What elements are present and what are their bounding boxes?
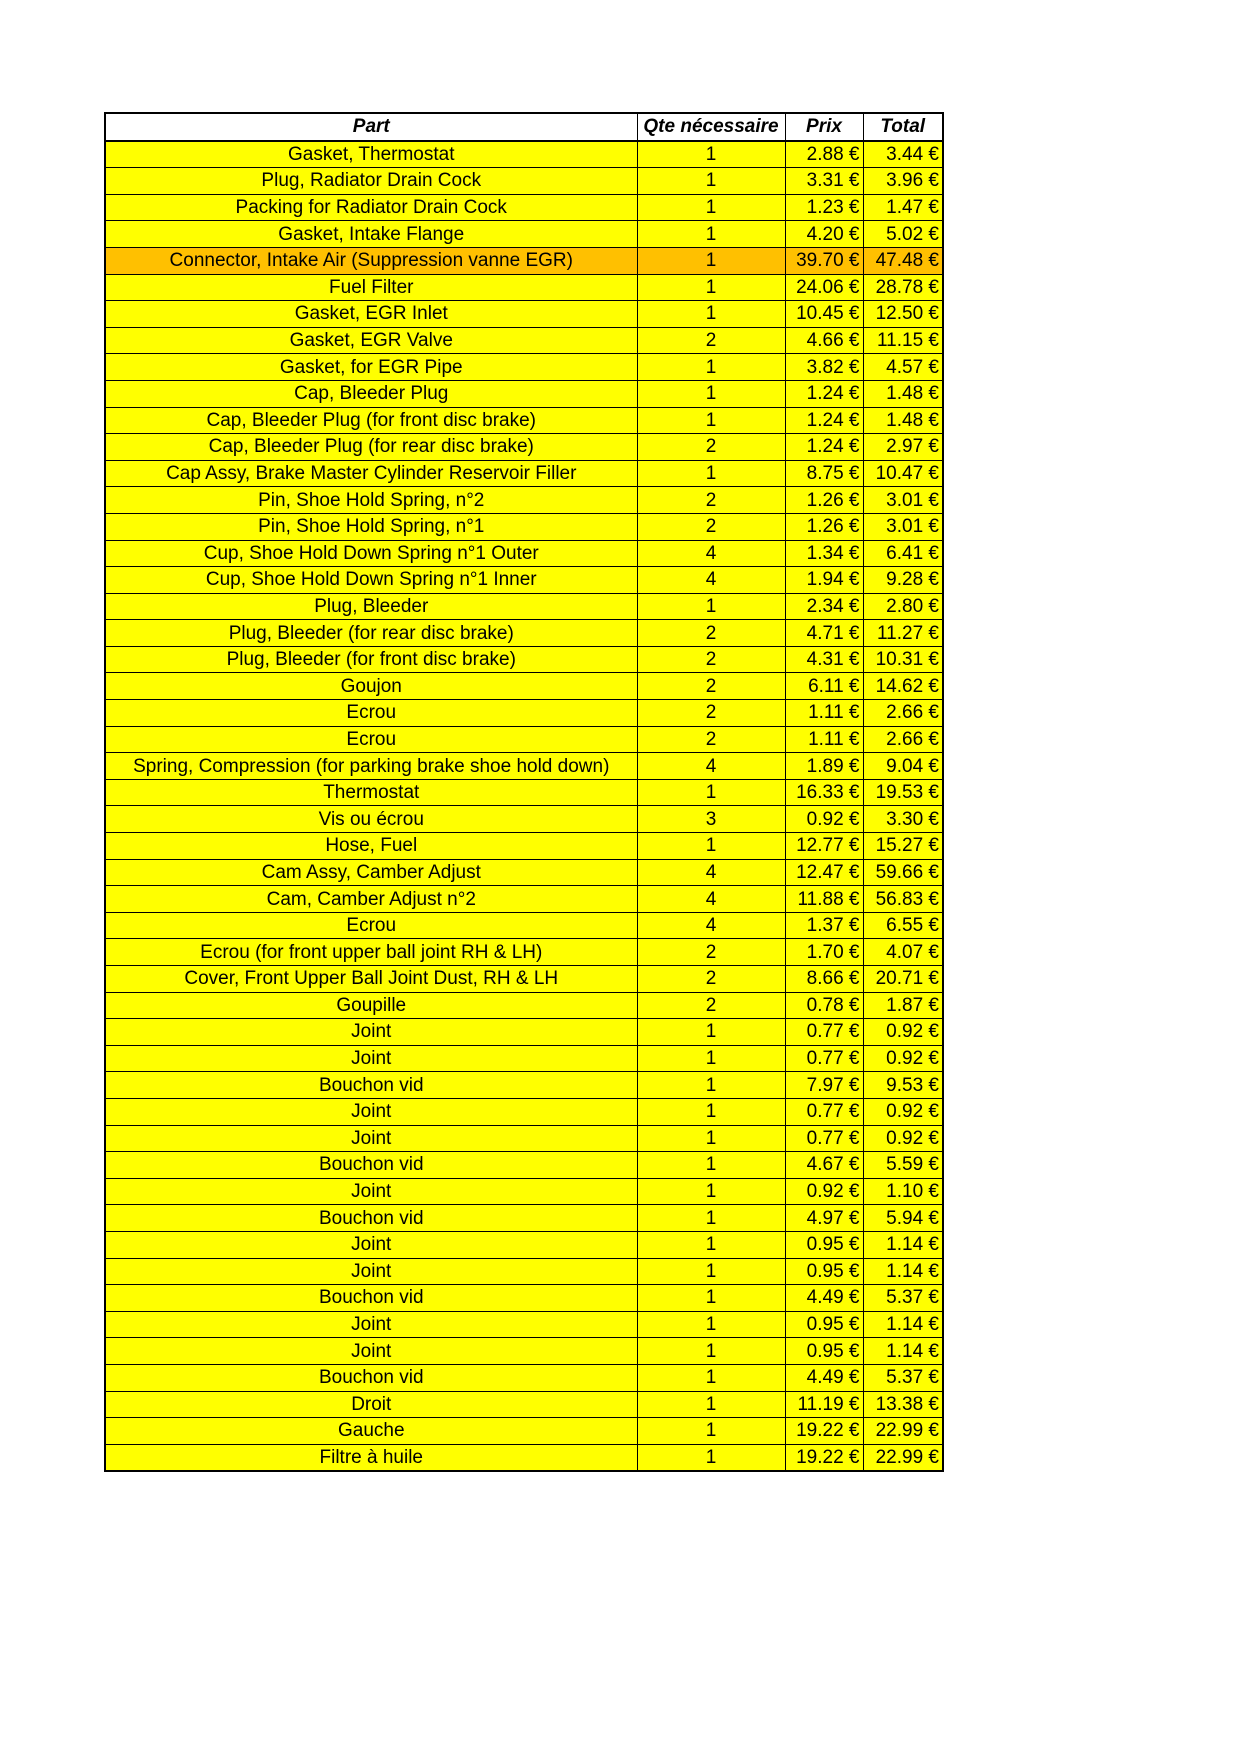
part-cell: Pin, Shoe Hold Spring, n°1 [105,513,637,540]
total-cell: 59.66 € [863,859,943,886]
table-row [105,194,943,221]
qty-cell: 1 [637,1152,785,1179]
table-row [105,327,943,354]
table-row [105,593,943,620]
table-row [105,1444,943,1471]
total-cell: 1.87 € [863,992,943,1019]
table-row [105,141,943,168]
part-cell: Hose, Fuel [105,833,637,860]
price-cell: 4.49 € [785,1285,863,1312]
price-cell: 0.95 € [785,1338,863,1365]
table-row [105,1231,943,1258]
part-cell: Gauche [105,1418,637,1445]
price-cell: 0.92 € [785,806,863,833]
table-row [105,1045,943,1072]
qty-cell: 1 [637,247,785,274]
price-cell: 24.06 € [785,274,863,301]
price-cell: 1.89 € [785,753,863,780]
part-cell: Joint [105,1338,637,1365]
table-row [105,726,943,753]
table-row [105,806,943,833]
qty-cell: 2 [637,434,785,461]
qty-cell: 1 [637,1045,785,1072]
header-row [105,113,943,141]
price-cell: 1.26 € [785,513,863,540]
table-row [105,1205,943,1232]
table-row [105,833,943,860]
table-row [105,380,943,407]
total-cell: 3.01 € [863,513,943,540]
part-cell: Cap, Bleeder Plug (for front disc brake) [105,407,637,434]
qty-cell: 1 [637,1285,785,1312]
part-cell: Plug, Bleeder (for front disc brake) [105,646,637,673]
table-row [105,1072,943,1099]
part-cell: Gasket, Thermostat [105,141,637,168]
price-cell: 1.24 € [785,407,863,434]
table-row [105,912,943,939]
qty-cell: 2 [637,327,785,354]
part-cell: Ecrou [105,726,637,753]
price-cell: 1.26 € [785,487,863,514]
part-cell: Droit [105,1391,637,1418]
table-row [105,567,943,594]
table-row [105,487,943,514]
total-cell: 5.02 € [863,221,943,248]
qty-cell: 1 [637,1311,785,1338]
qty-cell: 2 [637,726,785,753]
total-cell: 6.41 € [863,540,943,567]
price-cell: 12.47 € [785,859,863,886]
total-cell: 11.27 € [863,620,943,647]
qty-cell: 3 [637,806,785,833]
table-row [105,939,943,966]
qty-cell: 1 [637,1231,785,1258]
price-cell: 1.24 € [785,380,863,407]
price-cell: 0.92 € [785,1178,863,1205]
total-cell: 1.14 € [863,1338,943,1365]
table-row [105,1311,943,1338]
qty-cell: 4 [637,567,785,594]
total-cell: 5.59 € [863,1152,943,1179]
qty-cell: 1 [637,407,785,434]
price-cell: 39.70 € [785,247,863,274]
total-cell: 12.50 € [863,301,943,328]
price-cell: 0.77 € [785,1019,863,1046]
price-cell: 1.70 € [785,939,863,966]
qty-cell: 1 [637,1072,785,1099]
total-cell: 1.47 € [863,194,943,221]
qty-cell: 1 [637,1019,785,1046]
table-row [105,1391,943,1418]
qty-cell: 1 [637,380,785,407]
qty-cell: 2 [637,646,785,673]
table-row [105,753,943,780]
total-cell: 11.15 € [863,327,943,354]
part-cell: Gasket, EGR Valve [105,327,637,354]
part-cell: Ecrou (for front upper ball joint RH & LH) [105,939,637,966]
part-cell: Gasket, for EGR Pipe [105,354,637,381]
price-cell: 1.94 € [785,567,863,594]
part-cell: Joint [105,1258,637,1285]
price-cell: 0.77 € [785,1125,863,1152]
qty-cell: 2 [637,966,785,993]
qty-cell: 1 [637,141,785,168]
header-qty: Qte nécessaire [637,113,785,141]
part-cell: Joint [105,1231,637,1258]
table-row [105,1152,943,1179]
table-row [105,1098,943,1125]
parts-table [104,112,944,1472]
qty-cell: 1 [637,1098,785,1125]
part-cell: Bouchon vid [105,1364,637,1391]
qty-cell: 4 [637,753,785,780]
total-cell: 10.47 € [863,460,943,487]
part-cell: Thermostat [105,779,637,806]
qty-cell: 1 [637,301,785,328]
total-cell: 6.55 € [863,912,943,939]
price-cell: 0.77 € [785,1045,863,1072]
part-cell: Ecrou [105,912,637,939]
price-cell: 2.34 € [785,593,863,620]
total-cell: 47.48 € [863,247,943,274]
total-cell: 28.78 € [863,274,943,301]
part-cell: Gasket, EGR Inlet [105,301,637,328]
header-part: Part [105,113,637,141]
part-cell: Goupille [105,992,637,1019]
qty-cell: 1 [637,221,785,248]
total-cell: 3.96 € [863,168,943,195]
qty-cell: 2 [637,700,785,727]
price-cell: 4.31 € [785,646,863,673]
table-row [105,301,943,328]
qty-cell: 1 [637,593,785,620]
price-cell: 10.45 € [785,301,863,328]
table-row [105,354,943,381]
price-cell: 1.37 € [785,912,863,939]
total-cell: 19.53 € [863,779,943,806]
total-cell: 9.53 € [863,1072,943,1099]
price-cell: 2.88 € [785,141,863,168]
total-cell: 4.57 € [863,354,943,381]
table-row [105,513,943,540]
total-cell: 1.14 € [863,1258,943,1285]
total-cell: 56.83 € [863,886,943,913]
table-row [105,700,943,727]
total-cell: 22.99 € [863,1418,943,1445]
header-total: Total [863,113,943,141]
table-row [105,247,943,274]
part-cell: Bouchon vid [105,1152,637,1179]
part-cell: Cup, Shoe Hold Down Spring n°1 Outer [105,540,637,567]
qty-cell: 1 [637,1178,785,1205]
total-cell: 0.92 € [863,1125,943,1152]
qty-cell: 1 [637,1125,785,1152]
total-cell: 1.10 € [863,1178,943,1205]
qty-cell: 2 [637,939,785,966]
part-cell: Joint [105,1311,637,1338]
qty-cell: 2 [637,673,785,700]
price-cell: 11.88 € [785,886,863,913]
qty-cell: 4 [637,540,785,567]
price-cell: 4.71 € [785,620,863,647]
table-row [105,407,943,434]
price-cell: 3.82 € [785,354,863,381]
price-cell: 4.66 € [785,327,863,354]
total-cell: 3.44 € [863,141,943,168]
total-cell: 3.30 € [863,806,943,833]
total-cell: 5.37 € [863,1364,943,1391]
qty-cell: 1 [637,168,785,195]
part-cell: Gasket, Intake Flange [105,221,637,248]
qty-cell: 1 [637,1418,785,1445]
price-cell: 4.20 € [785,221,863,248]
table-row [105,221,943,248]
table-row [105,966,943,993]
price-cell: 1.11 € [785,726,863,753]
qty-cell: 1 [637,1258,785,1285]
price-cell: 19.22 € [785,1444,863,1471]
part-cell: Filtre à huile [105,1444,637,1471]
qty-cell: 1 [637,1444,785,1471]
part-cell: Joint [105,1019,637,1046]
table-row [105,779,943,806]
qty-cell: 1 [637,1338,785,1365]
price-cell: 19.22 € [785,1418,863,1445]
table-row [105,274,943,301]
qty-cell: 1 [637,1364,785,1391]
part-cell: Ecrou [105,700,637,727]
price-cell: 1.11 € [785,700,863,727]
qty-cell: 1 [637,833,785,860]
table-body [105,141,943,1472]
qty-cell: 2 [637,513,785,540]
part-cell: Plug, Radiator Drain Cock [105,168,637,195]
qty-cell: 1 [637,460,785,487]
total-cell: 2.97 € [863,434,943,461]
part-cell: Cap Assy, Brake Master Cylinder Reservoir Filler [105,460,637,487]
qty-cell: 1 [637,1205,785,1232]
qty-cell: 1 [637,354,785,381]
total-cell: 9.28 € [863,567,943,594]
total-cell: 2.66 € [863,700,943,727]
total-cell: 5.94 € [863,1205,943,1232]
qty-cell: 2 [637,992,785,1019]
part-cell: Joint [105,1125,637,1152]
qty-cell: 2 [637,487,785,514]
part-cell: Cam Assy, Camber Adjust [105,859,637,886]
total-cell: 22.99 € [863,1444,943,1471]
part-cell: Cap, Bleeder Plug [105,380,637,407]
header-price: Prix [785,113,863,141]
part-cell: Bouchon vid [105,1285,637,1312]
price-cell: 4.49 € [785,1364,863,1391]
part-cell: Pin, Shoe Hold Spring, n°2 [105,487,637,514]
price-cell: 4.97 € [785,1205,863,1232]
qty-cell: 4 [637,912,785,939]
table-row [105,859,943,886]
table-row [105,540,943,567]
price-cell: 8.66 € [785,966,863,993]
qty-cell: 1 [637,779,785,806]
qty-cell: 4 [637,859,785,886]
price-cell: 11.19 € [785,1391,863,1418]
total-cell: 1.48 € [863,380,943,407]
price-cell: 6.11 € [785,673,863,700]
part-cell: Goujon [105,673,637,700]
table-row [105,168,943,195]
total-cell: 0.92 € [863,1098,943,1125]
price-cell: 0.77 € [785,1098,863,1125]
total-cell: 14.62 € [863,673,943,700]
price-cell: 12.77 € [785,833,863,860]
price-cell: 0.95 € [785,1311,863,1338]
table-row [105,673,943,700]
total-cell: 0.92 € [863,1045,943,1072]
table-row [105,1338,943,1365]
price-cell: 7.97 € [785,1072,863,1099]
price-cell: 0.95 € [785,1231,863,1258]
total-cell: 0.92 € [863,1019,943,1046]
price-cell: 1.24 € [785,434,863,461]
qty-cell: 4 [637,886,785,913]
price-cell: 16.33 € [785,779,863,806]
part-cell: Vis ou écrou [105,806,637,833]
table-row [105,1258,943,1285]
total-cell: 3.01 € [863,487,943,514]
table-row [105,434,943,461]
part-cell: Plug, Bleeder (for rear disc brake) [105,620,637,647]
table-row [105,1125,943,1152]
total-cell: 2.80 € [863,593,943,620]
part-cell: Bouchon vid [105,1072,637,1099]
qty-cell: 2 [637,620,785,647]
table-row [105,1285,943,1312]
price-cell: 1.23 € [785,194,863,221]
part-cell: Cover, Front Upper Ball Joint Dust, RH & LH [105,966,637,993]
part-cell: Cam, Camber Adjust n°2 [105,886,637,913]
total-cell: 1.48 € [863,407,943,434]
total-cell: 13.38 € [863,1391,943,1418]
table-row [105,1364,943,1391]
price-cell: 1.34 € [785,540,863,567]
part-cell: Joint [105,1098,637,1125]
parts-sheet [104,112,944,1472]
price-cell: 8.75 € [785,460,863,487]
table-row [105,460,943,487]
price-cell: 0.95 € [785,1258,863,1285]
part-cell: Packing for Radiator Drain Cock [105,194,637,221]
table-row [105,1019,943,1046]
part-cell: Connector, Intake Air (Suppression vanne EGR) [105,247,637,274]
total-cell: 10.31 € [863,646,943,673]
price-cell: 3.31 € [785,168,863,195]
qty-cell: 1 [637,194,785,221]
total-cell: 2.66 € [863,726,943,753]
part-cell: Joint [105,1178,637,1205]
part-cell: Bouchon vid [105,1205,637,1232]
part-cell: Spring, Compression (for parking brake shoe hold down) [105,753,637,780]
part-cell: Joint [105,1045,637,1072]
table-row [105,620,943,647]
total-cell: 9.04 € [863,753,943,780]
part-cell: Plug, Bleeder [105,593,637,620]
qty-cell: 1 [637,274,785,301]
part-cell: Cap, Bleeder Plug (for rear disc brake) [105,434,637,461]
table-row [105,1418,943,1445]
total-cell: 20.71 € [863,966,943,993]
price-cell: 0.78 € [785,992,863,1019]
total-cell: 5.37 € [863,1285,943,1312]
total-cell: 1.14 € [863,1231,943,1258]
qty-cell: 1 [637,1391,785,1418]
price-cell: 4.67 € [785,1152,863,1179]
part-cell: Cup, Shoe Hold Down Spring n°1 Inner [105,567,637,594]
table-row [105,886,943,913]
table-row [105,992,943,1019]
table-row [105,1178,943,1205]
table-row [105,646,943,673]
total-cell: 15.27 € [863,833,943,860]
total-cell: 1.14 € [863,1311,943,1338]
part-cell: Fuel Filter [105,274,637,301]
total-cell: 4.07 € [863,939,943,966]
